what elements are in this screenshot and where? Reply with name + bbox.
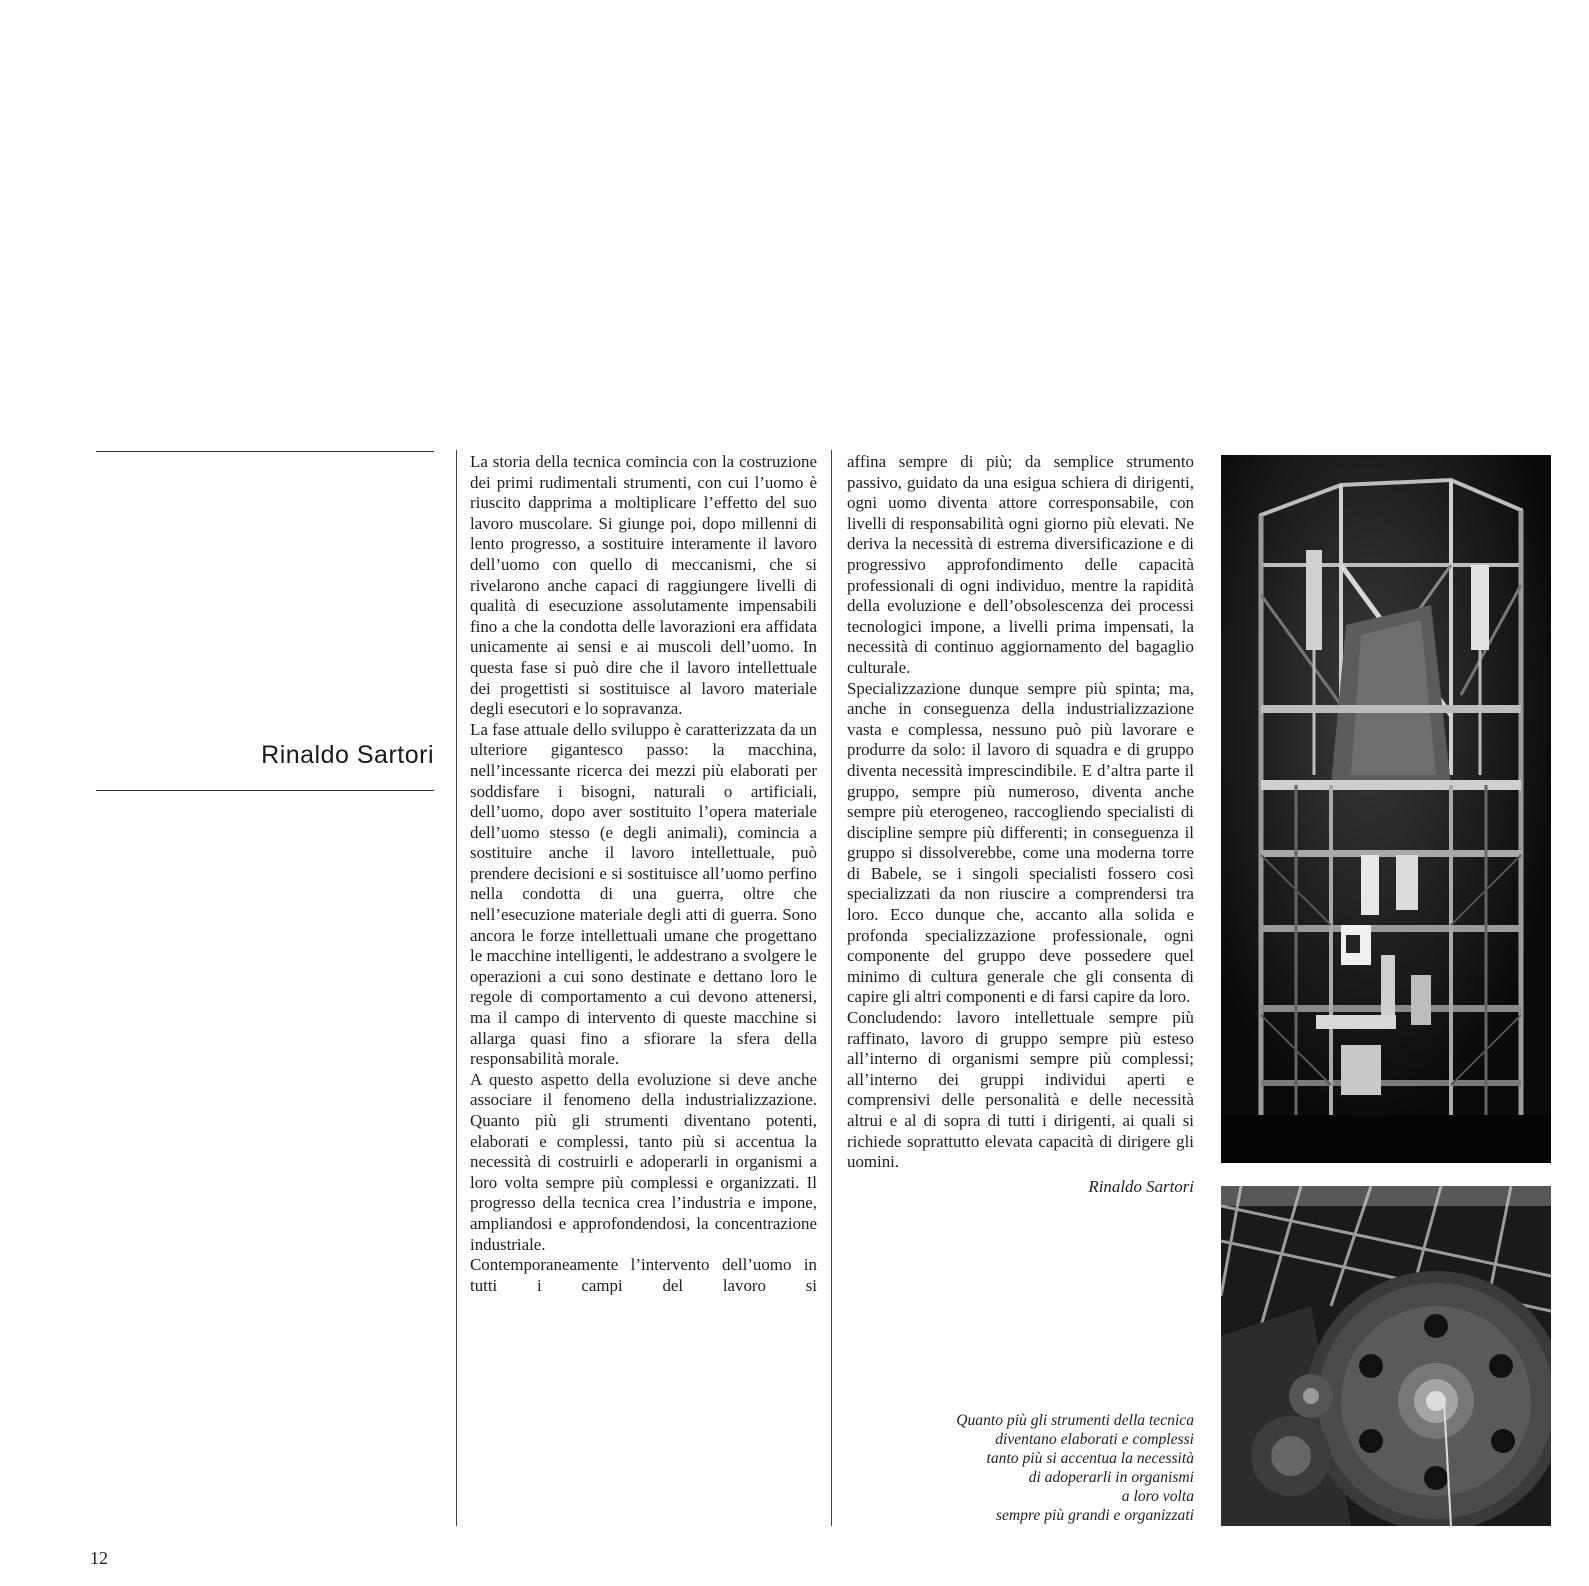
paragraph: La storia della tecnica comincia con la costruzione dei primi rudimentali strumenti, con cui l’uomo è riuscito dapprima a moltiplicare l’effetto del suo lavoro muscolare. Si giunge poi, dopo millenni di lento progresso, a sostituire interamente il lavoro dell’uomo con quello di meccanismi, che si rivelarono anche capaci di raggiungere livelli di qualità di esecuzione assolutamente impensabili fino a che la condotta delle lavorazioni era affidata unicamente ai sensi e ai muscoli dell’uomo. In questa fase si può dire che il lavoro intellettuale dei progettisti si sostituisce al lavoro materiale degli esecutori e lo sopravanza. (470, 452, 817, 719)
paragraph: La fase attuale dello sviluppo è caratterizzata da un ulteriore gigantesco passo: la macchina, nell’incessante ricerca dei mezzi più elaborati per soddisfare i bisogni, naturali o artificiali, dell’uomo, dopo aver sostituito l’opera materiale dell’uomo stesso (e degli animali), comincia a sostituire anche il lavoro intellettuale, può prendere decisioni e si sostituisce all’uomo perfino nella condotta di una guerra, oltre che nell’esecuzione materiale degli atti di guerra. Sono ancora le forze intellettuali umane che progettano le macchine intelligenti, le addestrano a svolgere le operazioni a cui sono destinate e dettano loro le regole di comportamento a cui devono attenersi, ma il campo di intervento di queste macchine si allarga quasi fino a sfiorare la sfera della responsabilità morale. (470, 719, 817, 1069)
page-number: 12 (90, 1548, 108, 1568)
photo-industrial-tower (1221, 455, 1551, 1163)
column-divider-left (456, 450, 457, 1526)
header-rule-bottom (96, 790, 434, 791)
photo-flywheel-press (1221, 1186, 1551, 1526)
signature: Rinaldo Sartori (1088, 1176, 1194, 1196)
article-column-1 (470, 452, 817, 1296)
caption-line: tanto più si accentua la necessità (986, 1450, 1194, 1467)
article-column-2 (847, 452, 1194, 1197)
caption-line: a loro volta (1121, 1488, 1194, 1505)
caption-line: sempre più grandi e organizzati (995, 1507, 1194, 1524)
paragraph: Specializzazione dunque sempre più spinta; ma, anche in conseguenza della industrializzazione vasta e complessa, nessuno può più lavorare e produrre da solo: il lavoro di squadra e di gruppo diventa necessità imprescindibile. E d’altra parte il gruppo, sempre più numeroso, diventa anche sempre più eterogeneo, raccogliendo specialisti di discipline sempre più differenti; in conseguenza il gruppo si dissolverebbe, come una moderna torre di Babele, se i singoli specialisti fossero così specializzati da non riuscire a comprendersi tra loro. Ecco dunque che, accanto alla solida e profonda specializzazione professionale, ogni componente del gruppo deve possedere quel minimo di cultura generale che gli consenta di capire gli altri componenti e di farsi capire da loro. (847, 678, 1194, 1007)
photo-caption (847, 1411, 1194, 1525)
caption-line: Quanto più gli strumenti della tecnica (956, 1412, 1194, 1429)
paragraph: Concludendo: lavoro intellettuale sempre più raffinato, lavoro di gruppo sempre più esteso all’interno di organismi sempre più complessi; all’interno dei gruppi individui aperti e comprensivi delle personalità e delle necessità altrui e al di sopra di tutti i dirigenti, ai quali si richiede soprattutto elevata capacità di dirigere gli uomini. (847, 1008, 1194, 1172)
paragraph: A questo aspetto della evoluzione si deve anche associare il fenomeno della industrializzazione. Quanto più gli strumenti diventano potenti, elaborati e complessi, tanto più si accentua la necessità di costruirli e adoperarli in organismi a loro volta sempre più complessi e organizzati. Il progresso della tecnica crea l’industria e impone, ampliandosi e approfondendosi, la concentrazione industriale. (470, 1069, 817, 1254)
paragraph: Contemporaneamente l’intervento dell’uomo in tutti i campi del lavoro si (470, 1255, 817, 1295)
author-heading: Rinaldo Sartori (261, 741, 434, 769)
caption-line: di adoperarli in organismi (1028, 1469, 1194, 1486)
column-divider-middle (831, 450, 832, 1526)
caption-line: diventano elaborati e complessi (995, 1431, 1194, 1448)
header-rule-top (96, 451, 434, 452)
paragraph: affina sempre di più; da semplice strumento passivo, guidato da una esigua schiera di dirigenti, ogni uomo diventa attore corresponsabile, con livelli di responsabilità ogni giorno più elevati. Ne deriva la necessità di estrema diversificazione e di progressivo approfondimento delle capacità professionali di ogni individuo, mentre la rapidità della evoluzione e dell’obsolescenza dei processi tecnologici impone, a livelli prima impensati, la necessità di continuo aggiornamento del bagaglio culturale. (847, 452, 1194, 677)
